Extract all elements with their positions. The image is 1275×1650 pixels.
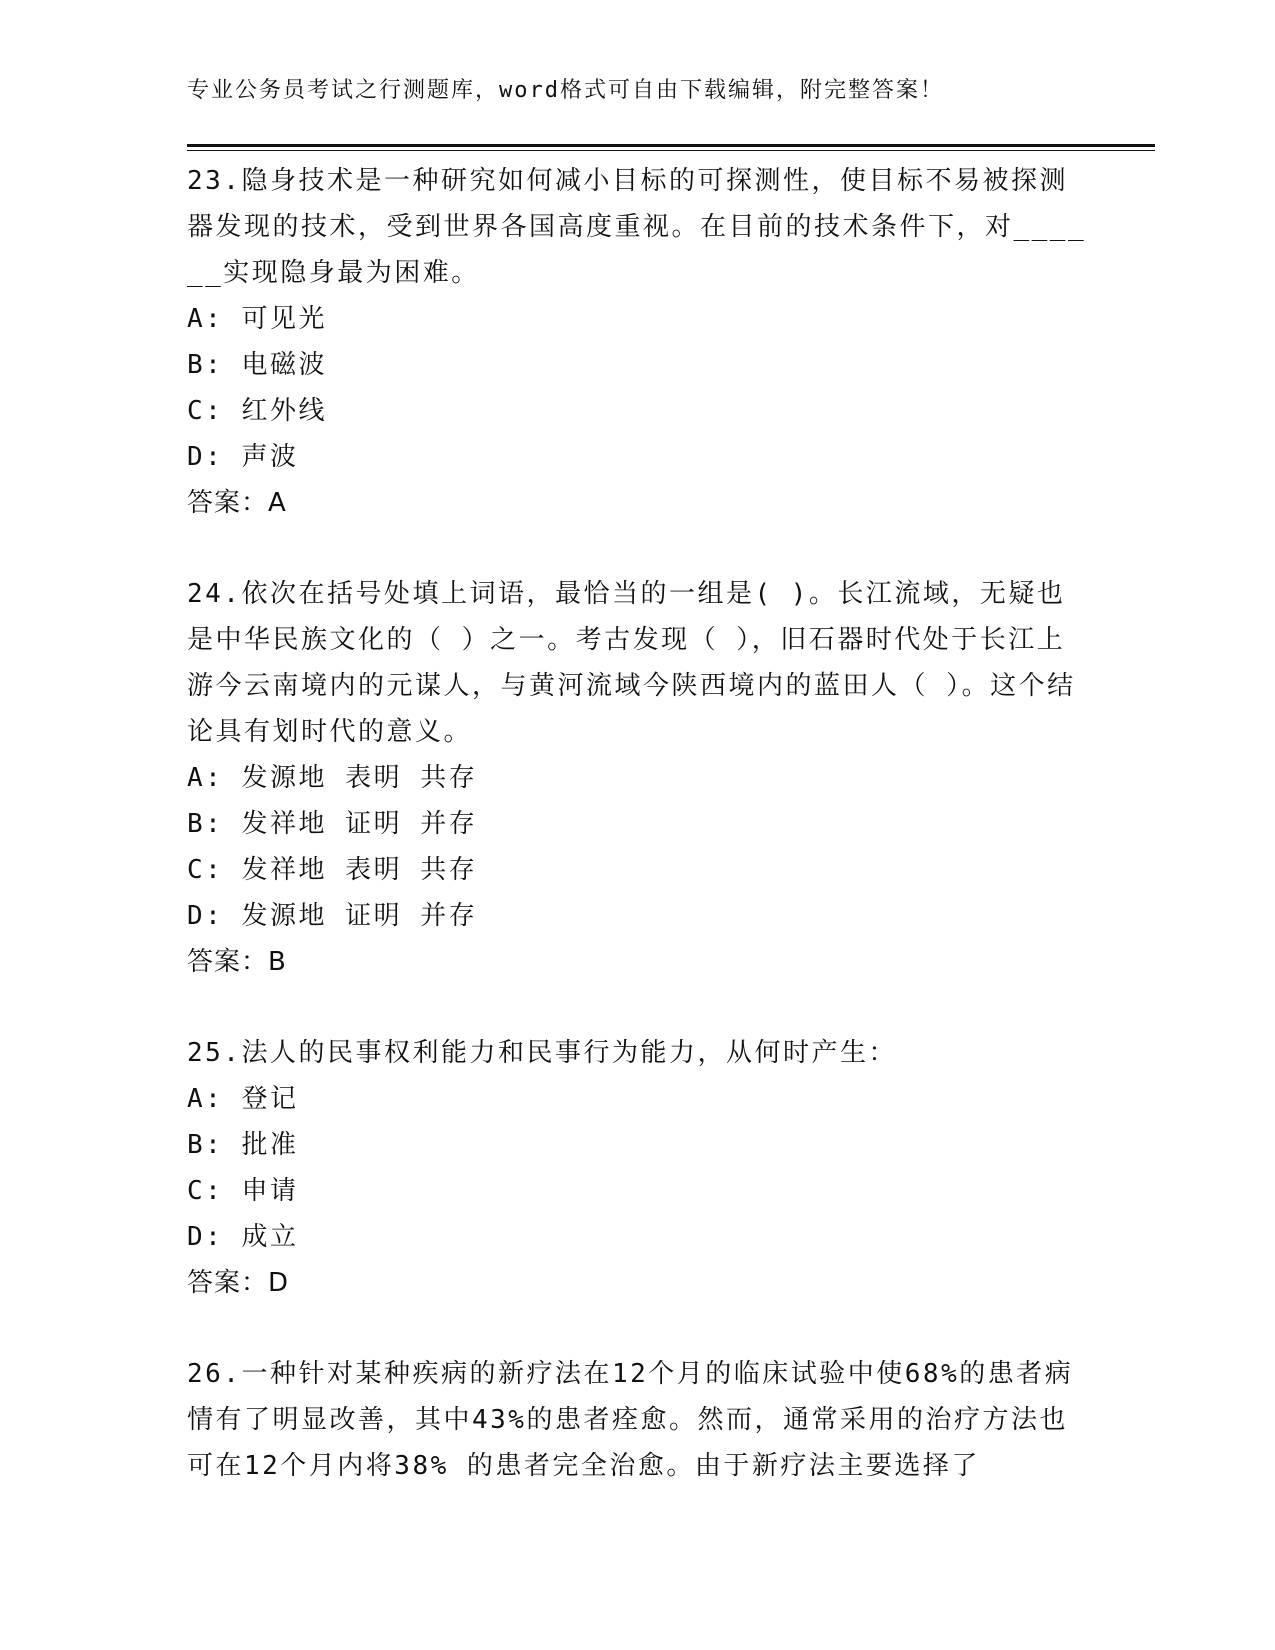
header-divider [187, 144, 1155, 152]
question-stem: 23.隐身技术是一种研究如何减小目标的可探测性，使目标不易被探测器发现的技术，受到世界各国高度重视。在目前的技术条件下，对______实现隐身最为困难。 [187, 166, 1087, 288]
option-list [187, 1076, 1087, 1260]
answer-line: 答案：D [187, 1268, 290, 1298]
question-list [187, 158, 1087, 1534]
header-divider-thin [187, 150, 1155, 151]
option-c: C: 红外线 [187, 396, 327, 426]
header-divider-thick [187, 144, 1155, 147]
page-header: 专业公务员考试之行测题库，word格式可自由下载编辑，附完整答案！ [187, 78, 944, 103]
question-26 [187, 1351, 1087, 1489]
question-stem: 26.一种针对某种疾病的新疗法在12个月的临床试验中使68%的患者病情有了明显改善，其中43%的患者痊愈。然而，通常采用的治疗方法也可在12个月内将38% 的患者完全治愈。由于新疗法主要选择了 [187, 1359, 1074, 1481]
option-b: B: 电磁波 [187, 350, 327, 380]
answer-line: 答案：B [187, 947, 287, 977]
question-23 [187, 158, 1087, 526]
question-24 [187, 571, 1087, 985]
answer-line: 答案：A [187, 488, 287, 518]
question-stem: 24.依次在括号处填上词语，最恰当的一组是( )。长江流域，无疑也是中华民族文化的（ ）之一。考古发现（ ），旧石器时代处于长江上游今云南境内的元谋人，与黄河流域今陕西境内的蓝田人（ ）。这个结论具有划时代的意义。 [187, 579, 1076, 747]
question-stem: 25.法人的民事权利能力和民事行为能力，从何时产生： [187, 1038, 897, 1068]
option-d: D: 声波 [187, 442, 299, 472]
option-c: C: 申请 [187, 1176, 299, 1206]
option-d: D: 成立 [187, 1222, 299, 1252]
question-25 [187, 1030, 1087, 1306]
option-b: B: 发祥地 证明 并存 [187, 809, 478, 839]
option-a: A: 登记 [187, 1084, 299, 1114]
option-a: A: 可见光 [187, 304, 327, 334]
option-b: B: 批准 [187, 1130, 299, 1160]
option-list [187, 755, 1087, 939]
option-c: C: 发祥地 表明 共存 [187, 855, 478, 885]
option-a: A: 发源地 表明 共存 [187, 763, 478, 793]
option-d: D: 发源地 证明 并存 [187, 901, 478, 931]
option-list [187, 296, 1087, 480]
